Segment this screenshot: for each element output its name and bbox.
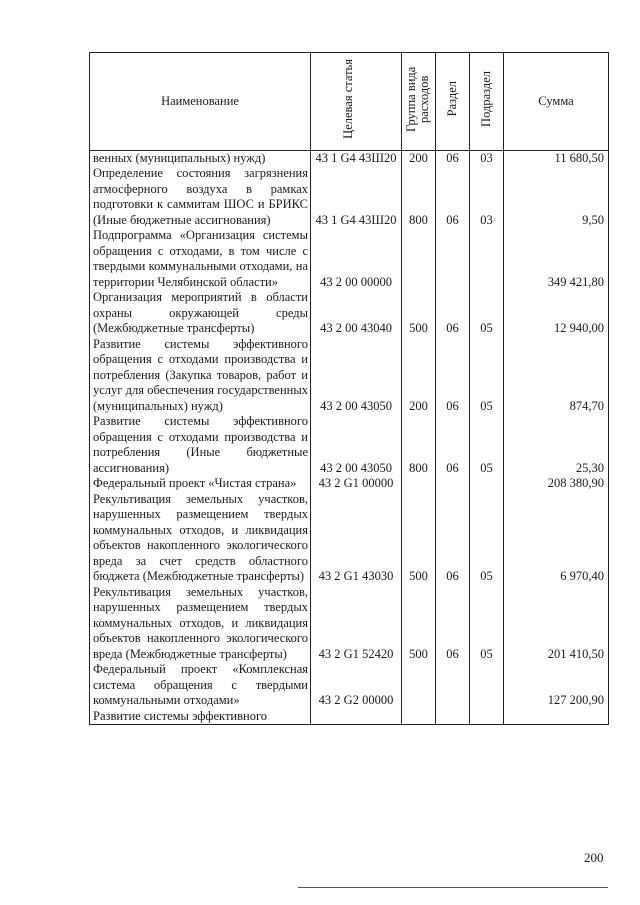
cell-group: 800 [402, 414, 436, 476]
bottom-rule [298, 887, 608, 888]
cell-group: 500 [402, 492, 436, 585]
cell-subsection: 05 [470, 290, 504, 337]
cell-subsection [470, 476, 504, 492]
header-group-label: Группа вида расходов [403, 66, 431, 132]
header-subsection [470, 53, 504, 151]
budget-table [89, 52, 609, 725]
header-section [436, 53, 470, 151]
cell-section: 06 [436, 150, 470, 166]
header-subsection-label: Подраздел [479, 71, 493, 127]
cell-group [402, 662, 436, 709]
cell-sum: 11 680,50 [504, 150, 609, 166]
cell-sum: 874,70 [504, 337, 609, 415]
cell-section: 06 [436, 166, 470, 228]
header-target [311, 53, 402, 151]
header-sum: Сумма [504, 53, 609, 151]
cell-group: 200 [402, 150, 436, 166]
cell-target [311, 709, 402, 725]
cell-section [436, 662, 470, 709]
cell-name: Федеральный проект «Комплексная система обращения с твердыми коммунальными отходами» [90, 662, 311, 709]
cell-name: Развитие системы эффективного обращения с отходами производства и потребления (Закупка товаров, работ и услуг для обеспечения государственных (муниципальных) нужд) [90, 337, 311, 415]
cell-group [402, 709, 436, 725]
cell-name: венных (муниципальных) нужд) [90, 150, 311, 166]
cell-subsection: 05 [470, 492, 504, 585]
cell-sum: 208 380,90 [504, 476, 609, 492]
cell-section: 06 [436, 492, 470, 585]
cell-section: 06 [436, 414, 470, 476]
cell-group: 500 [402, 290, 436, 337]
cell-sum [504, 709, 609, 725]
cell-name: Организация мероприятий в области охраны окружающей среды (Межбюджетные трансферты) [90, 290, 311, 337]
cell-sum: 349 421,80 [504, 228, 609, 290]
cell-group: 500 [402, 585, 436, 663]
cell-subsection: 05 [470, 337, 504, 415]
cell-target: 43 2 G1 00000 [311, 476, 402, 492]
cell-subsection: 05 [470, 585, 504, 663]
cell-group [402, 476, 436, 492]
cell-section: 06 [436, 290, 470, 337]
header-group [402, 53, 436, 151]
cell-target: 43 2 00 43050 [311, 414, 402, 476]
cell-sum: 12 940,00 [504, 290, 609, 337]
table-row [90, 150, 609, 166]
cell-sum: 25,30 [504, 414, 609, 476]
table-row [90, 290, 609, 337]
table-row [90, 166, 609, 228]
cell-group: 200 [402, 337, 436, 415]
header-target-label: Целевая статья [341, 59, 355, 139]
cell-target: 43 2 G2 00000 [311, 662, 402, 709]
cell-section: 06 [436, 337, 470, 415]
header-name: Наименование [90, 53, 311, 151]
cell-group: 800 [402, 166, 436, 228]
cell-name: Рекультивация земельных участков, нарушенных размещением твердых коммунальных отходов, и ликвидация объектов накопленного экологического вреда (Межбюджетные трансферты) [90, 585, 311, 663]
cell-name: Федеральный проект «Чистая страна» [90, 476, 311, 492]
cell-subsection: 03 [470, 166, 504, 228]
cell-sum: 9,50 [504, 166, 609, 228]
cell-target: 43 2 G1 52420 [311, 585, 402, 663]
cell-name: Подпрограмма «Организация системы обращения с отходами, в том числе с твердыми коммунальными отходами, на территории Челябинской области» [90, 228, 311, 290]
cell-sum: 201 410,50 [504, 585, 609, 663]
cell-sum: 127 200,90 [504, 662, 609, 709]
cell-section [436, 709, 470, 725]
table-row [90, 476, 609, 492]
cell-name: Рекультивация земельных участков, нарушенных размещением твердых коммунальных отходов, и ликвидация объектов накопленного экологического вреда за счет средств областного бюджета (Межбюджетные трансферты) [90, 492, 311, 585]
cell-target: 43 2 00 43050 [311, 337, 402, 415]
cell-target: 43 2 00 43040 [311, 290, 402, 337]
cell-section [436, 476, 470, 492]
cell-target: 43 2 G1 43030 [311, 492, 402, 585]
cell-name: Определение состояния загрязнения атмосферного воздуха в рамках подготовки к саммитам ШОС и БРИКС (Иные бюджетные ассигнования) [90, 166, 311, 228]
cell-subsection: 05 [470, 414, 504, 476]
table-row [90, 414, 609, 476]
cell-section [436, 228, 470, 290]
cell-target: 43 1 G4 43Ш20 [311, 150, 402, 166]
table-row [90, 228, 609, 290]
table-row [90, 662, 609, 709]
table-row [90, 337, 609, 415]
cell-group [402, 228, 436, 290]
table-row [90, 492, 609, 585]
table-row [90, 585, 609, 663]
cell-subsection [470, 662, 504, 709]
cell-sum: 6 970,40 [504, 492, 609, 585]
header-section-label: Раздел [445, 81, 459, 117]
cell-subsection [470, 709, 504, 725]
cell-subsection [470, 228, 504, 290]
cell-subsection: 03 [470, 150, 504, 166]
cell-target: 43 1 G4 43Ш20 [311, 166, 402, 228]
cell-target: 43 2 00 00000 [311, 228, 402, 290]
cell-name: Развитие системы эффективного обращения с отходами производства и потребления (Иные бюджетные ассигнования) [90, 414, 311, 476]
table-row [90, 709, 609, 725]
cell-name: Развитие системы эффективного [90, 709, 311, 725]
cell-section: 06 [436, 585, 470, 663]
page-number: 200 [584, 850, 604, 865]
table-header-row [90, 53, 609, 151]
